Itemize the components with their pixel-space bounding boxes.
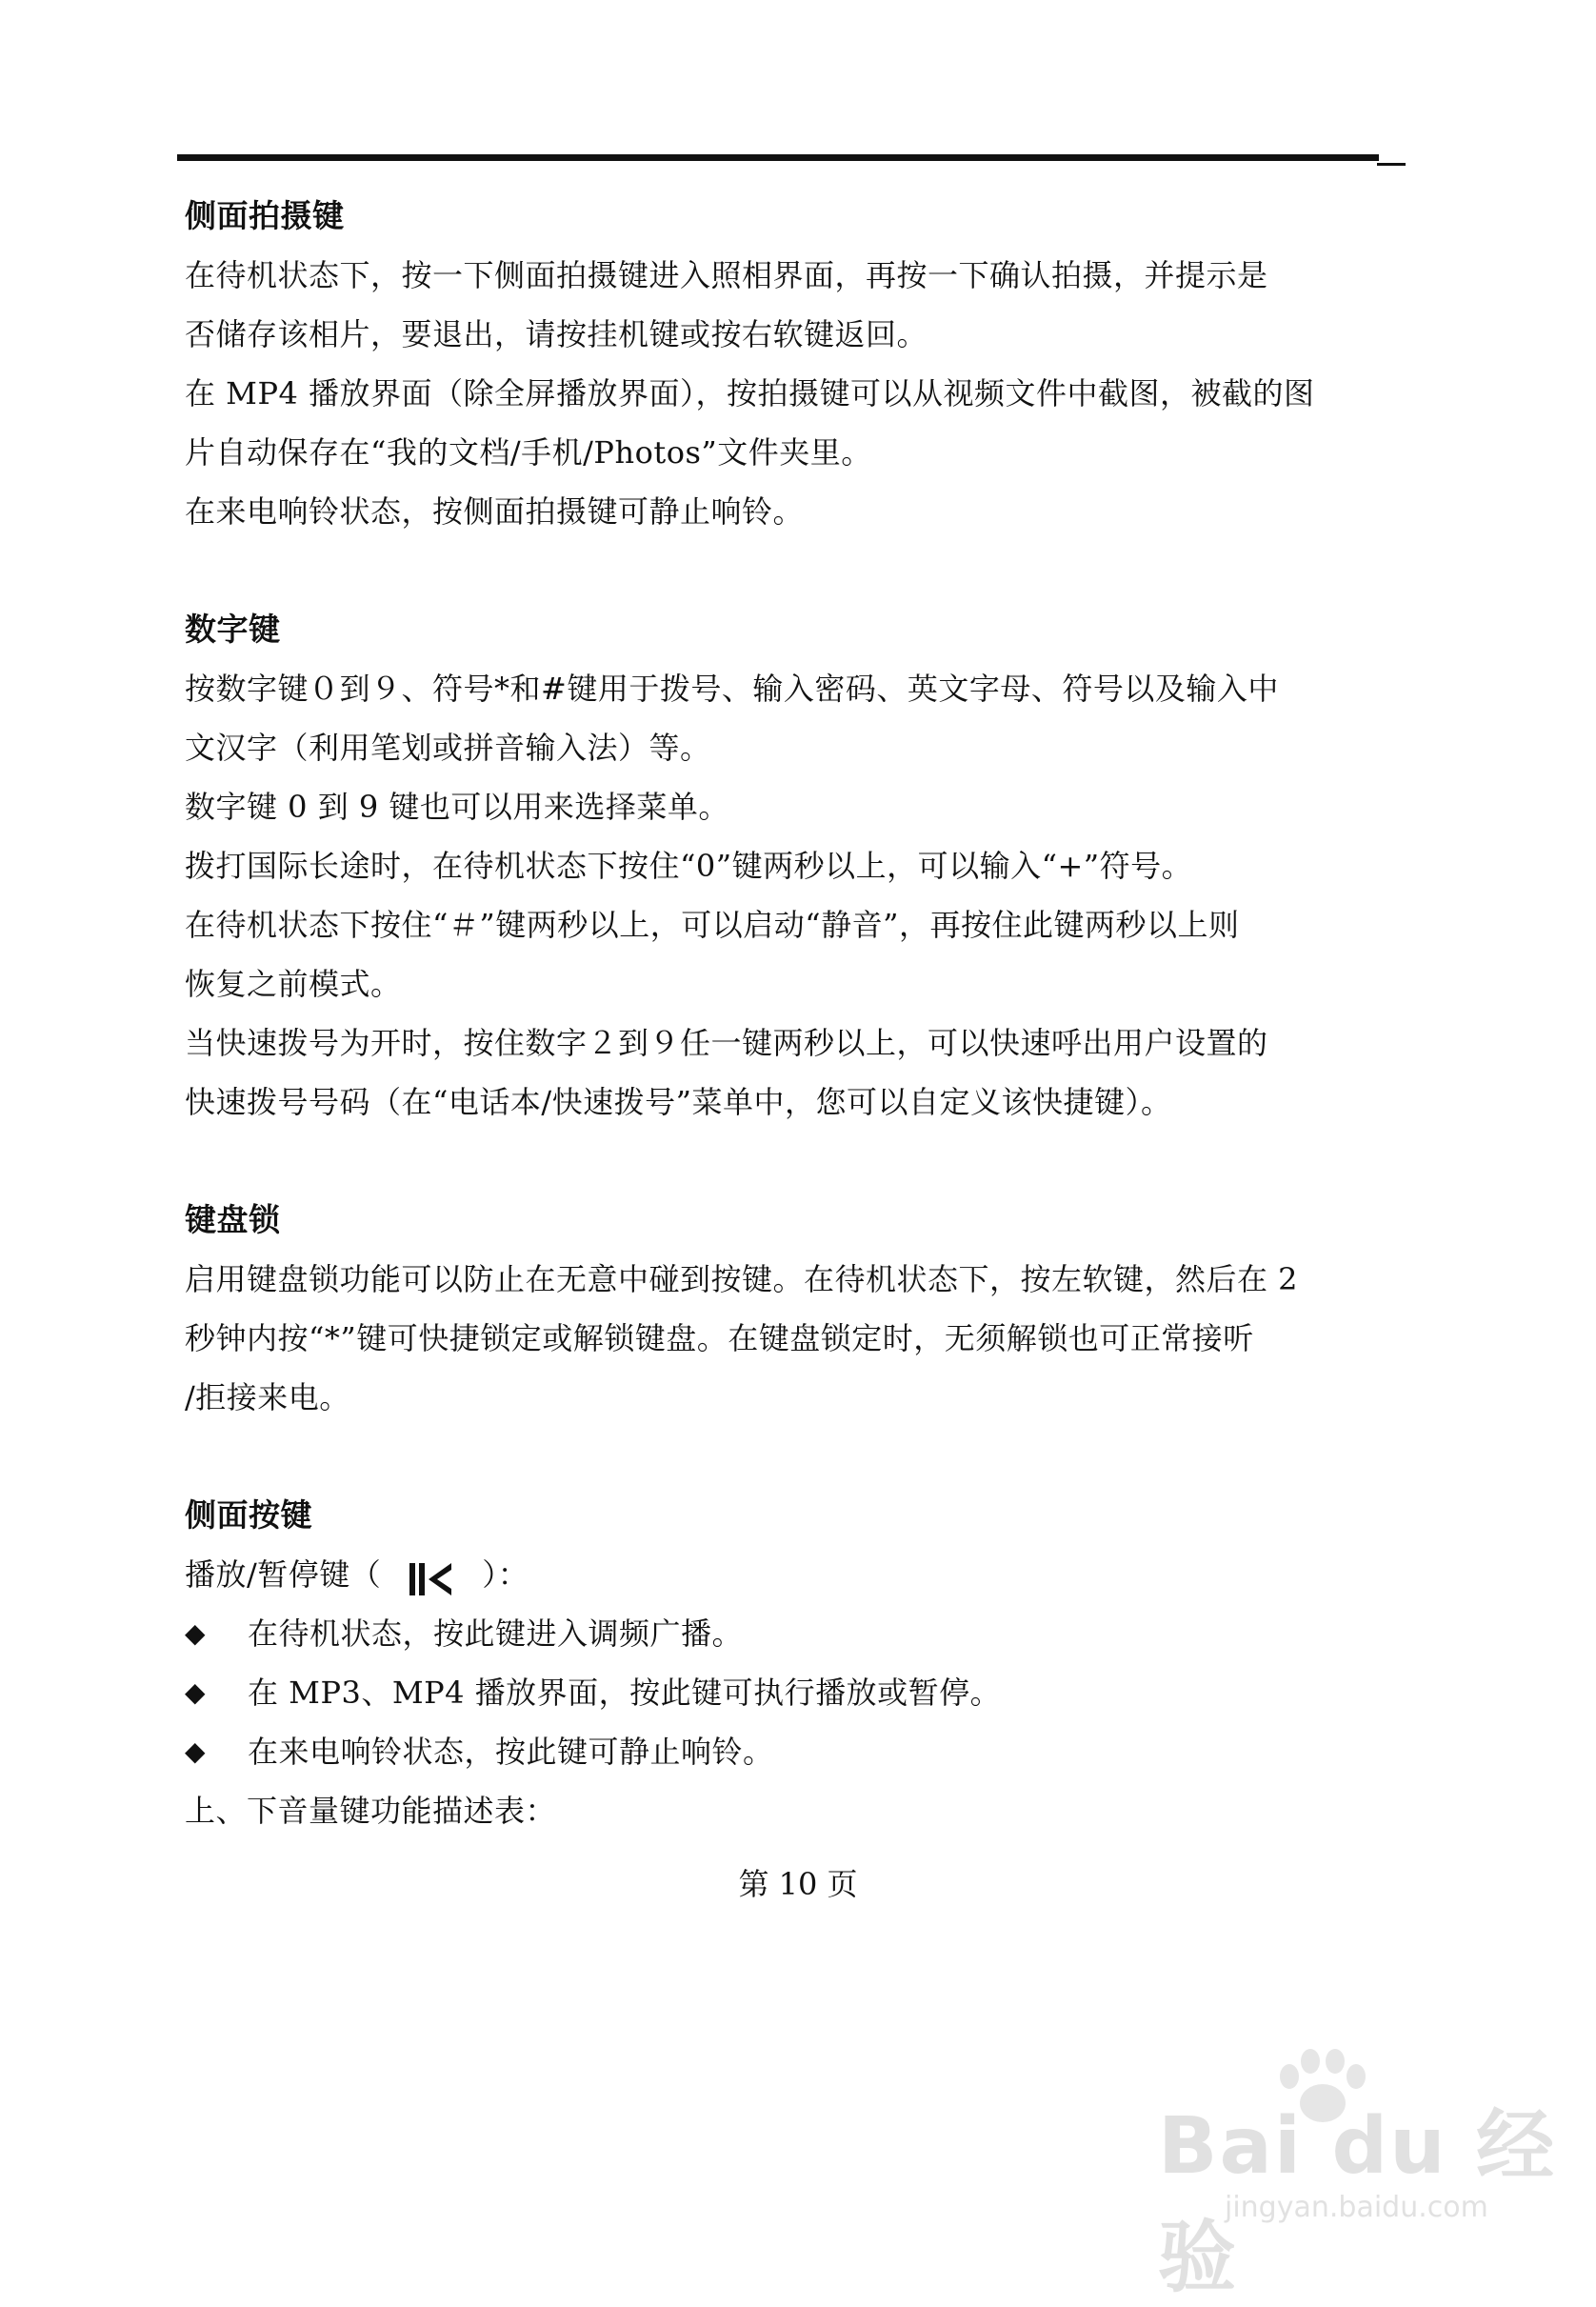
- diamond-bullet-icon: ◆: [185, 1735, 207, 1767]
- header-rule-tail: [1377, 163, 1406, 166]
- bullet-text: 在 MP3、MP4 播放界面，按此键可执行播放或暂停。: [248, 1675, 1002, 1711]
- header-rule: [177, 154, 1379, 161]
- paragraph-line: 上、下音量键功能描述表：: [185, 1793, 557, 1829]
- bullet-item: [185, 1604, 1404, 1663]
- watermark-logo: Bai du 经验: [1158, 2101, 1557, 2303]
- section-heading-camera-key: 侧面拍摄键: [185, 197, 345, 234]
- section-heading-side-keys: 侧面按键: [185, 1496, 312, 1534]
- baidu-watermark: [1158, 2048, 1558, 2303]
- paragraph-line: 文汉字（利用笔划或拼音输入法）等。: [185, 730, 711, 766]
- paragraph-line: 启用键盘锁功能可以防止在无意中碰到按键。在待机状态下，按左软键，然后在 2: [185, 1261, 1299, 1297]
- bullet-text: 在待机状态，按此键进入调频广播。: [248, 1615, 744, 1652]
- paragraph-line: 数字键 0 到 9 键也可以用来选择菜单。: [185, 789, 729, 825]
- paragraph-line: /拒接来电。: [185, 1379, 350, 1415]
- section-heading-keypad-lock: 键盘锁: [185, 1201, 281, 1238]
- paragraph-line: 当快速拨号为开时，按住数字２到９任一键两秒以上，可以快速呼出用户设置的: [185, 1025, 1268, 1061]
- bullet-item: [185, 1663, 1404, 1722]
- paragraph-line: 片自动保存在“我的文档/手机/Photos”文件夹里。: [185, 434, 872, 471]
- document-body: [185, 187, 1404, 1840]
- play-pause-suffix: ）：: [482, 1556, 529, 1593]
- bullet-text: 在来电响铃状态，按此键可静止响铃。: [248, 1734, 774, 1770]
- paragraph-line: 快速拨号号码（在“电话本/快速拨号”菜单中，您可以自定义该快捷键）。: [185, 1084, 1172, 1120]
- diamond-bullet-icon: ◆: [185, 1617, 207, 1649]
- paragraph-line: 恢复之前模式。: [185, 966, 402, 1002]
- play-pause-line: [185, 1545, 1404, 1604]
- watermark-url: jingyan.baidu.com: [1225, 2191, 1488, 2224]
- paragraph-line: 在来电响铃状态，按侧面拍摄键可静止响铃。: [185, 493, 805, 530]
- paragraph-line: 否储存该相片，要退出，请按挂机键或按右软键返回。: [185, 316, 928, 352]
- paragraph-line: 在待机状态下按住“＃”键两秒以上，可以启动“静音”，再按住此键两秒以上则: [185, 907, 1240, 943]
- paragraph-line: 秒钟内按“*”键可快捷锁定或解锁键盘。在键盘锁定时，无须解锁也可正常接听: [185, 1320, 1254, 1356]
- play-pause-icon: [408, 1556, 455, 1591]
- section-heading-number-keys: 数字键: [185, 611, 281, 648]
- bullet-item: [185, 1722, 1404, 1781]
- page-number: 第 10 页: [738, 1866, 858, 1902]
- paragraph-line: 拨打国际长途时，在待机状态下按住“0”键两秒以上，可以输入“+”符号。: [185, 848, 1193, 884]
- diamond-bullet-icon: ◆: [185, 1676, 207, 1708]
- play-pause-prefix: 播放/暂停键（: [185, 1556, 382, 1593]
- paragraph-line: 在 MP4 播放界面（除全屏播放界面），按拍摄键可以从视频文件中截图，被截的图: [185, 375, 1315, 411]
- paragraph-line: 在待机状态下，按一下侧面拍摄键进入照相界面，再按一下确认拍摄，并提示是: [185, 257, 1268, 293]
- paragraph-line: 按数字键０到９、符号*和#键用于拨号、输入密码、英文字母、符号以及输入中: [185, 671, 1279, 707]
